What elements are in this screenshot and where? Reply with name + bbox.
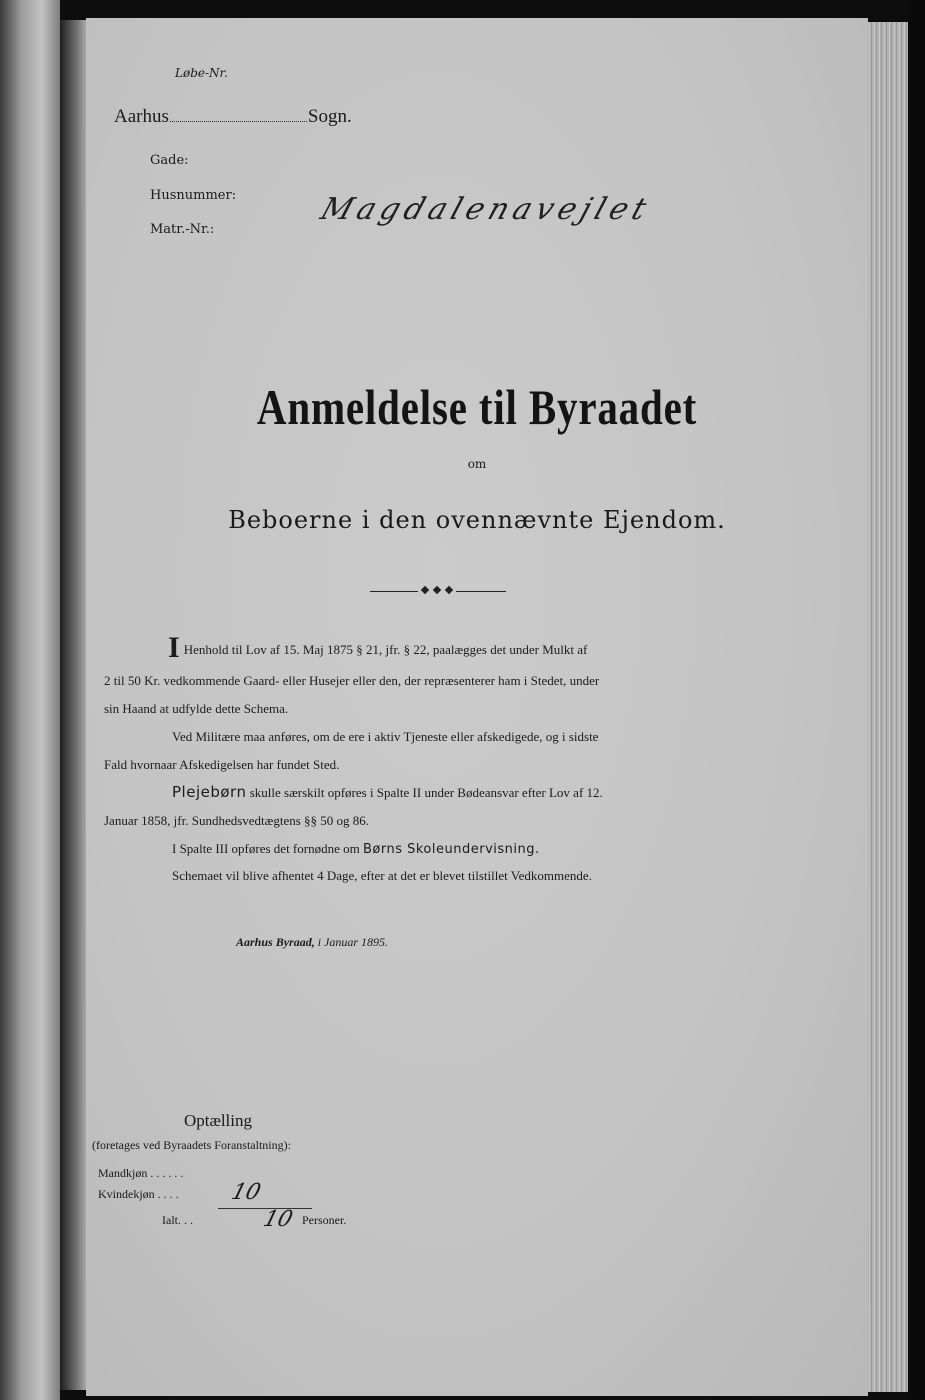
issue-date: i Januar 1895. (317, 935, 389, 949)
ornament-divider (370, 585, 506, 597)
total-label: Ialt. . . (162, 1213, 193, 1227)
scan-border (908, 0, 925, 1400)
issuer-signature (236, 935, 388, 950)
paragraph-3-line-1 (172, 779, 603, 806)
document-title: Anmeldelse til Byraadet (256, 379, 698, 435)
sum-line (218, 1208, 312, 1209)
matr-handwritten-value: Magdalenavejlet (316, 192, 656, 227)
female-count-label: Kvindekjøn . . . . (98, 1187, 179, 1201)
paragraph-1-line-2: 2 til 50 Kr. vedkommende Gaard- eller Husejer eller den, der repræsenterer ham i Stedet, under (104, 673, 600, 688)
paragraph-text: Henhold til Lov af 15. Maj 1875 § 21, jfr. § 22, paalægges det under Mulkt af (183, 642, 588, 657)
ornament-diamond (421, 586, 429, 594)
persons-label: Personer. (302, 1213, 347, 1227)
paragraph-3-line-2: Januar 1858, jfr. Sundhedsvedtægtens §§ 50 og 86. (104, 813, 370, 828)
paragraph-1-line-1 (168, 631, 588, 664)
paragraph-1-line-3: sin Haand at udfylde dette Schema. (104, 701, 289, 716)
paragraph-text: I Spalte III opføres det fornødne om (172, 841, 360, 856)
loebe-nr-label: Løbe-Nr. (175, 66, 228, 80)
matr-label: Matr.-Nr.: (150, 222, 215, 237)
parish-suffix: Sogn. (307, 106, 352, 127)
paragraph-4 (172, 835, 540, 863)
ornament-line-right (456, 591, 506, 592)
emphasis-school: Børns Skoleundervisning. (362, 842, 540, 857)
paragraph-2-line-1: Ved Militære maa anføres, om de ere i aktiv Tjeneste eller afskedigede, og i sidste (172, 729, 599, 744)
issuer-name: Aarhus Byraad, (236, 935, 315, 949)
ornament-line-left (370, 591, 418, 592)
emphasis-foster-children: Plejebørn (172, 783, 247, 801)
ornament-diamond (433, 586, 441, 594)
street-label: Gade: (150, 153, 189, 168)
dropcap: I (168, 631, 180, 664)
paragraph-2-line-2: Fald hvornaar Afskedigelsen har fundet Sted. (104, 757, 340, 772)
title-connector: om (467, 457, 487, 471)
page-stack-edges (868, 22, 908, 1392)
left-page-edge (0, 0, 60, 1400)
house-number-label: Husnummer: (150, 188, 237, 203)
ornament-diamond (445, 586, 453, 594)
count-subtitle: (foretages ved Byraadets Foranstaltning): (92, 1138, 291, 1152)
count-title: Optælling (184, 1111, 253, 1130)
parish-line (114, 106, 352, 128)
document-subtitle: Beboerne i den ovennævnte Ejendom. (228, 506, 726, 534)
city-name: Aarhus (114, 106, 169, 127)
book-gutter (60, 20, 86, 1390)
paragraph-5: Schemaet vil blive afhentet 4 Dage, efter at det er blevet tilstillet Vedkommende. (172, 868, 592, 883)
paragraph-text: skulle særskilt opføres i Spalte II under Bødeansvar efter Lov af 12. (249, 785, 603, 800)
female-count-value: 10 (228, 1180, 264, 1205)
total-count-value: 10 (260, 1207, 296, 1232)
male-count-label: Mandkjøn . . . . . . (98, 1166, 184, 1180)
parish-blank (170, 120, 307, 122)
